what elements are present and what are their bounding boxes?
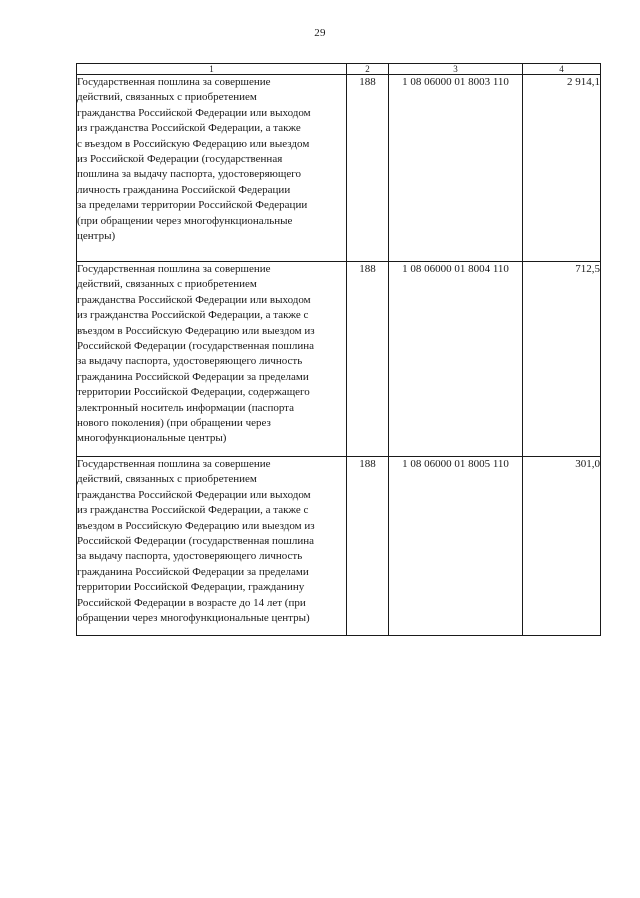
row-description: Государственная пошлина за совершение действий, связанных с приобретением гражданства Российской Федерации или выходом из гражданства Российской Федерации, а также с въездом в Российскую Федерацию или выездом из Российской Федерации (государственная пошлина за выдачу паспорта, удостоверяющего личность гражданина Российской Федерации за пределами территории Российской Федерации, содержащего электронный носитель информации (паспорта нового поколения) (при обращении через многофункциональные центры): [77, 262, 347, 457]
budget-revenue-table: [76, 63, 601, 636]
row-admin-code: 188: [347, 75, 389, 262]
page-number: 29: [314, 27, 326, 39]
column-header-4: 4: [523, 64, 601, 75]
table-header-row: [77, 64, 601, 75]
column-header-2: 2: [347, 64, 389, 75]
row-amount: 2 914,1: [523, 75, 601, 262]
table-row: [77, 457, 601, 636]
row-description: Государственная пошлина за совершение действий, связанных с приобретением гражданства Российской Федерации или выходом из гражданства Российской Федерации, а также с въездом в Российскую Федерацию или выездом из Российской Федерации (государственная пошлина за выдачу паспорта, удостоверяющего личность гражданина Российской Федерации за пределами территории Российской Федерации, гражданину Российской Федерации в возрасте до 14 лет (при обращении через многофункциональные центры): [77, 457, 347, 636]
row-admin-code: 188: [347, 457, 389, 636]
table-row: [77, 75, 601, 262]
row-kbk-code: 1 08 06000 01 8003 110: [389, 75, 523, 262]
row-kbk-code: 1 08 06000 01 8005 110: [389, 457, 523, 636]
column-header-1: 1: [77, 64, 347, 75]
row-amount: 712,5: [523, 262, 601, 457]
table-row: [77, 262, 601, 457]
row-amount: 301,0: [523, 457, 601, 636]
row-kbk-code: 1 08 06000 01 8004 110: [389, 262, 523, 457]
row-admin-code: 188: [347, 262, 389, 457]
column-header-3: 3: [389, 64, 523, 75]
row-description: Государственная пошлина за совершение действий, связанных с приобретением гражданства Российской Федерации или выходом из гражданства Российской Федерации, а также с въездом в Российскую Федерацию или выездом из Российской Федерации (государственная пошлина за выдачу паспорта, удостоверяющего личность гражданина Российской Федерации за пределами территории Российской Федерации (при обращении через многофункциональные центры): [77, 75, 347, 262]
